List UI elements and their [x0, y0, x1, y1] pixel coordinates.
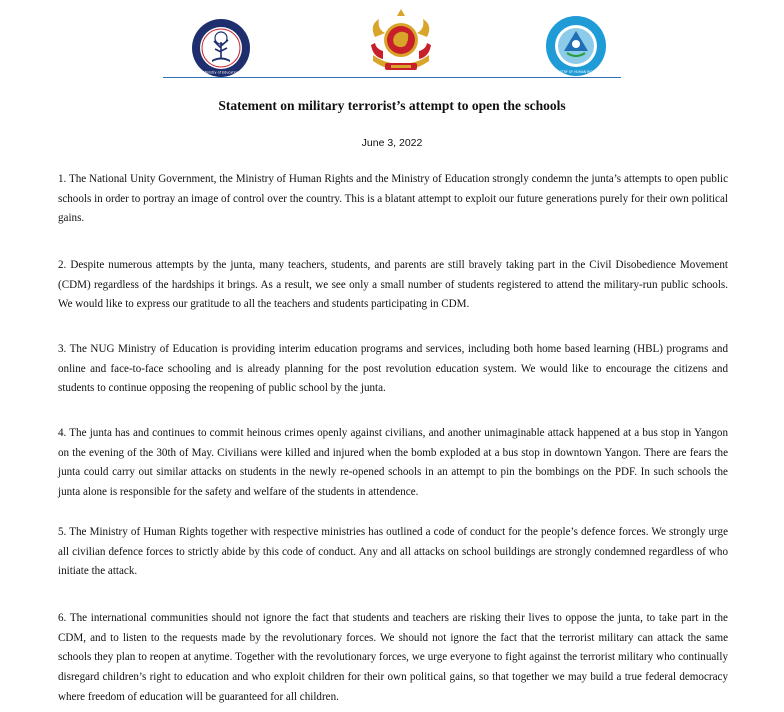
paragraph-5: 5. The Ministry of Human Rights together with respective ministries has outlined a code of conduct for the people’s defence forces. We strongly urge all civilian defence forces to strictly abide by this code of conduct. Any and all attacks on school buildings are strongly condemned regardless of who initiate the attack. [58, 526, 728, 578]
union-state-emblem [361, 7, 441, 77]
document-title: Statement on military terrorist’s attempt to open the schools [218, 98, 566, 113]
header-divider [163, 77, 621, 78]
seal-lettering: Ministry of Education [203, 70, 239, 75]
seal-lettering: MINISTRY OF HUMAN RIGHTS [552, 70, 600, 74]
document-date: June 3, 2022 [361, 137, 423, 149]
paragraph-3: 3. The NUG Ministry of Education is providing interim education programs and services, including both home based learning (HBL) programs and online and face-to-face schooling and is already planning for the post revolution education system. We would like to encourage the citizens and students to continue opposing the reopening of public school by the junta. [58, 343, 728, 395]
paragraph-2: 2. Despite numerous attempts by the junta, many teachers, students, and parents are still bravely taking part in the Civil Disobedience Movement (CDM) regardless of the hardships it brings. As a result, we see only a small number of students registered to attend the military-run public schools. We would like to express our gratitude to all the teachers and students participating in CDM. [58, 259, 728, 311]
paragraph-4: 4. The junta has and continues to commit heinous crimes openly against civilians, and another unimaginable attack happened at a bus stop in Yangon on the evening of the 30th of May. Civilians were killed and injured when the bomb exploded at a bus stop in downtown Yangon. There are fears the junta could carry out similar attacks on students in the newly re-opened schools in an attempt to pin the bombings on the PDF. In such schools the junta alone is responsible for the safety and welfare of the students in attendence. [58, 427, 728, 499]
paragraph-1: 1. The National Unity Government, the Ministry of Human Rights and the Ministry of Education strongly condemn the junta’s attempts to open public schools in order to portray an image of control over the country. This is a blatant attempt to exploit our future generations purely for their own political gains. [58, 173, 728, 225]
paragraph-6: 6. The international communities should not ignore the fact that students and teachers are risking their lives to oppose the junta, to take part in the CDM, and to listen to the requests made by the revolutionary forces. We should not ignore the fact that the terrorist military can attack the same schools they plan to reopen at anytime. Together with the revolutionary forces, we urge everyone to fight against the terrorist military who continually disregard children’s right to education and who exploit children for their own political gains, so that together we may build a true federal democracy where freedom of education will be guaranteed for all children. [58, 612, 728, 703]
ministry-of-education-seal [191, 18, 251, 78]
ministry-of-human-rights-seal [545, 15, 607, 77]
